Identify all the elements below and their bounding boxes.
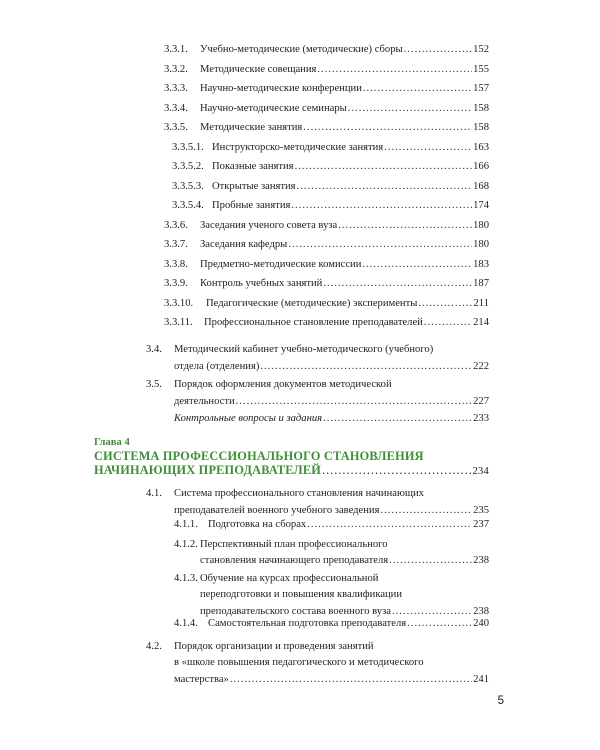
entry-page: 163 xyxy=(473,141,489,153)
dot-leader xyxy=(424,315,472,332)
entry-title: Учебно-методические (методические) сборы xyxy=(200,44,403,55)
entry-number: 3.3.2. xyxy=(164,63,188,75)
toc-entry xyxy=(172,198,489,215)
toc-entry xyxy=(174,411,489,428)
entry-page: 158 xyxy=(473,122,489,133)
dot-leader xyxy=(288,237,472,254)
entry-page: 183 xyxy=(473,258,489,270)
entry-page: 211 xyxy=(473,297,489,309)
dot-leader xyxy=(303,120,472,137)
entry-number: 3.3.11. xyxy=(164,317,193,328)
dot-leader xyxy=(291,198,472,215)
entry-number: 3.3.6. xyxy=(164,219,188,231)
entry-title-continued: преподавательского состава военного вуза xyxy=(200,605,391,617)
entry-title-continued: в «школе повышения педагогического и методического xyxy=(174,657,424,668)
entry-title-continued: деятельности xyxy=(174,395,235,407)
dot-leader xyxy=(407,616,472,633)
dot-leader xyxy=(323,276,472,293)
entry-number: 3.3.10. xyxy=(164,297,194,309)
toc-entry xyxy=(172,159,489,176)
page-number: 5 xyxy=(497,695,504,707)
entry-title: Предметно-методические комиссии xyxy=(200,258,362,270)
entry-number: 4.1.4. xyxy=(174,617,198,629)
entry-title: Открытые занятия xyxy=(212,180,296,192)
dot-leader xyxy=(295,159,473,176)
entry-title: Контрольные вопросы и задания xyxy=(174,412,323,424)
toc-entry xyxy=(146,486,489,519)
entry-title: Показные занятия xyxy=(212,161,294,172)
toc-entry xyxy=(174,616,489,633)
toc-entry xyxy=(172,140,489,157)
toc-entry xyxy=(164,101,489,118)
dot-leader xyxy=(323,411,472,428)
entry-title: Профессиональное становление преподавателей xyxy=(204,317,423,328)
toc-entry xyxy=(164,62,489,79)
entry-page: 241 xyxy=(473,673,489,685)
entry-number: 4.1. xyxy=(146,488,162,499)
chapter-label: Глава 4 xyxy=(94,437,130,448)
toc-entry xyxy=(172,179,489,196)
dot-leader xyxy=(389,553,472,570)
entry-page: 180 xyxy=(473,239,489,250)
entry-page: 240 xyxy=(473,617,489,629)
toc-entry xyxy=(174,517,489,534)
entry-number: 3.3.5.1. xyxy=(172,141,204,153)
entry-page: 168 xyxy=(473,180,489,192)
entry-page: 237 xyxy=(473,518,489,530)
entry-page: 174 xyxy=(473,200,489,211)
entry-title-continued: переподготовки и повышения квалификации xyxy=(200,589,403,600)
entry-number: 4.1.3. xyxy=(174,572,198,584)
toc-entry xyxy=(146,377,489,410)
entry-title-continued: становления начинающего преподавателя xyxy=(200,555,389,566)
entry-page: 222 xyxy=(473,360,489,372)
entry-number: 3.3.5.3. xyxy=(172,180,204,192)
entry-title: Система профессионального становления начинающих xyxy=(174,488,424,499)
entry-title-continued: мастерства» xyxy=(174,673,229,685)
entry-title: Подготовка на сборах xyxy=(208,518,307,530)
entry-number: 3.3.4. xyxy=(164,102,188,114)
entry-number: 3.3.5. xyxy=(164,122,188,133)
toc-entry xyxy=(146,639,489,689)
toc-entry xyxy=(174,537,489,570)
entry-page: 214 xyxy=(473,317,489,328)
entry-number: 3.3.5.2. xyxy=(172,161,204,172)
entry-title: Педагогические (методические) эксперименты xyxy=(206,297,418,309)
entry-page: 180 xyxy=(473,219,489,231)
entry-page: 158 xyxy=(473,102,489,114)
entry-number: 4.1.1. xyxy=(174,518,198,530)
entry-number: 3.3.5.4. xyxy=(172,200,204,211)
entry-title: Порядок организации и проведения занятий xyxy=(174,640,374,652)
toc-entry xyxy=(164,257,489,274)
entry-page: 233 xyxy=(473,412,489,424)
chapter-title-continued: НАЧИНАЮЩИХ ПРЕПОДАВАТЕЛЕЙ xyxy=(94,463,322,477)
chapter-title: СИСТЕМА ПРОФЕССИОНАЛЬНОГО СТАНОВЛЕНИЯ xyxy=(94,449,424,463)
entry-title: Научно-методические семинары xyxy=(200,102,347,114)
dot-leader xyxy=(384,140,472,157)
entry-number: 3.4. xyxy=(146,344,162,355)
entry-title: Методический кабинет учебно-методического (учебного) xyxy=(174,344,434,355)
entry-title: Методические занятия xyxy=(200,122,303,133)
entry-title: Порядок оформления документов методической xyxy=(174,379,392,390)
entry-number: 3.3.1. xyxy=(164,44,188,55)
toc-entry xyxy=(164,276,489,293)
toc-entry xyxy=(164,237,489,254)
entry-page: 238 xyxy=(473,605,489,617)
toc-entry xyxy=(146,342,489,375)
dot-leader xyxy=(363,81,472,98)
entry-number: 3.3.3. xyxy=(164,83,188,94)
entry-page: 152 xyxy=(473,44,489,55)
dot-leader xyxy=(297,179,473,196)
toc-entry xyxy=(164,296,489,313)
entry-page: 235 xyxy=(473,504,489,516)
entry-title: Заседания кафедры xyxy=(200,239,288,250)
dot-leader xyxy=(338,218,472,235)
chapter-page: 234 xyxy=(472,466,489,477)
dot-leader xyxy=(418,296,472,313)
entry-title: Пробные занятия xyxy=(212,200,291,211)
toc-entry xyxy=(174,571,489,621)
entry-number: 3.3.7. xyxy=(164,239,188,250)
dot-leader xyxy=(230,672,472,689)
dot-leader xyxy=(362,257,472,274)
toc-entry xyxy=(164,218,489,235)
entry-page: 155 xyxy=(473,63,489,75)
entry-title: Заседания ученого совета вуза xyxy=(200,219,338,231)
entry-number: 3.3.8. xyxy=(164,258,188,270)
toc-entry xyxy=(164,42,489,59)
entry-title: Перспективный план профессионального xyxy=(200,538,388,550)
dot-leader xyxy=(307,517,472,534)
entry-title: Самостоятельная подготовка преподавателя xyxy=(208,617,407,629)
dot-leader xyxy=(236,394,472,411)
entry-number: 4.2. xyxy=(146,640,162,652)
entry-page: 227 xyxy=(473,395,489,407)
dot-leader xyxy=(322,463,471,477)
toc-entry xyxy=(164,120,489,137)
entry-page: 238 xyxy=(473,555,489,566)
entry-page: 187 xyxy=(473,278,489,289)
dot-leader xyxy=(404,42,472,59)
toc-entry xyxy=(164,315,489,332)
entry-number: 3.3.9. xyxy=(164,278,188,289)
dot-leader xyxy=(348,101,472,118)
toc-entry xyxy=(164,81,489,98)
entry-page: 166 xyxy=(473,161,489,172)
entry-title: Обучение на курсах профессиональной xyxy=(200,572,379,584)
chapter-heading xyxy=(94,436,489,479)
entry-title: Методические совещания xyxy=(200,63,317,75)
entry-title: Научно-методические конференции xyxy=(200,83,362,94)
entry-number: 4.1.2. xyxy=(174,538,198,550)
entry-title: Инструкторско-методические занятия xyxy=(212,141,384,153)
dot-leader xyxy=(260,359,472,376)
entry-number: 3.5. xyxy=(146,379,162,390)
entry-title: Контроль учебных занятий xyxy=(200,278,323,289)
entry-title-continued: преподавателей военного учебного заведения xyxy=(174,504,380,516)
entry-title-continued: отдела (отделения) xyxy=(174,360,260,372)
entry-page: 157 xyxy=(473,83,489,94)
dot-leader xyxy=(317,62,472,79)
